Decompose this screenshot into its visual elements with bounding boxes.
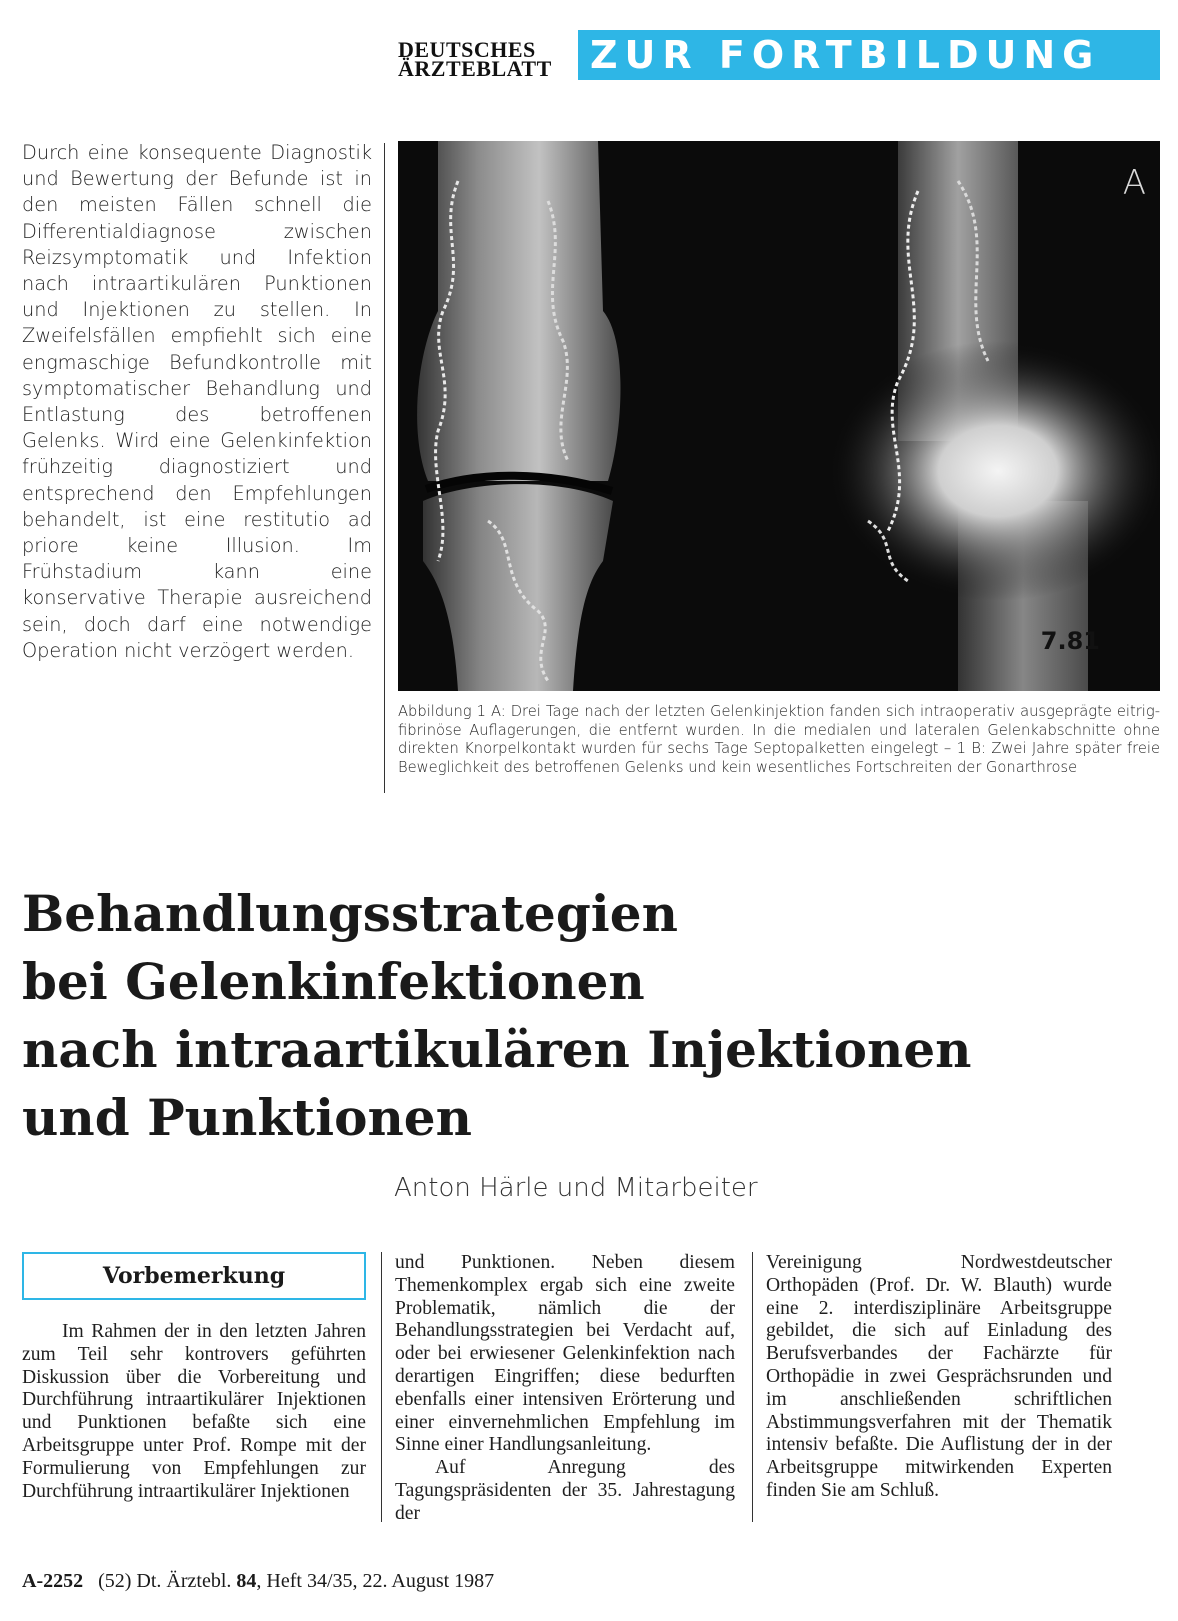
column-divider [381,1252,382,1522]
section-banner: ZUR FORTBILDUNG [578,30,1160,80]
title-line-4: und Punktionen [22,1088,472,1147]
title-line-2: bei Gelenkinfektionen [22,952,645,1011]
xray-knee-image [398,141,1160,691]
body-column-3: Vereinigung Nordwestdeutscher Orthopäden (Prof. Dr. W. Blauth) wurde eine 2. interdisziplinäre Arbeitsgruppe gebildet, die sich auf Einladung des Berufsverbandes der Fachärzte für Orthopädie in zwei Gesprächsrunden und im anschließenden schriftlichen Abstimmungsverfahren mit der Thematik intensiv befaßte. Die Auflistung der in der Arbeitsgruppe mitwirkenden Experten finden Sie am Schluß. [766,1252,1112,1501]
citation-volume: 84 [236,1570,257,1592]
section-heading-box: Vorbemerkung [22,1252,366,1300]
title-line-3: nach intraartikulären Injektionen [22,1020,972,1079]
page-code: A-2252 [22,1570,84,1592]
column-divider [384,143,385,793]
article-title [22,880,1162,1152]
masthead-logo [398,37,566,81]
citation-prefix: (52) Dt. Ärztebl. [98,1570,232,1592]
page-footer [22,1570,722,1593]
intro-paragraph: Durch eine konsequente Diagnostik und Bewertung der Befunde ist in den meisten Fällen schnell die Differentialdiagnose zwischen Reizsymptomatik und Infektion nach intraartikulären Punktionen und Injektionen zu stellen. In Zweifelsfällen empfiehlt sich eine engmaschige Befundkontrolle mit symptomatischer Behandlung und Entlastung des betroffenen Gelenks. Wird eine Gelenkinfektion frühzeitig diagnostiziert und entsprechend den Empfehlungen behandelt, ist eine restitutio ad priore keine Illusion. Im Frühstadium kann eine konservative Therapie ausreichend sein, doch darf eine notwendige Operation nicht verzögert werden. [22,141,372,662]
body-paragraph: Auf Anregung des Tagungspräsidenten der 35. Jahrestagung der [395,1457,735,1524]
title-line-1: Behandlungsstrategien [22,884,678,943]
figure-caption: Abbildung 1 A: Drei Tage nach der letzten Gelenkinjektion fanden sich intraoperativ ausgeprägte eitrig-fibrinöse Auflagerungen, die entfernt wurden. In die medialen und lateralen Gelenkabschnitte ohne direkten Knorpelkontakt wurden für sechs Tage Septopalketten eingelegt – 1 B: Zwei Jahre später freie Beweglichkeit des betroffenen Gelenks und kein wesentliches Fortschreiten der Gonarthrose [398,703,1160,776]
body-paragraph: und Punktionen. Neben diesem Themenkomplex ergab sich eine zweite Problematik, nämlich die der Behandlungsstrategien bei Verdacht auf, oder bei erwiesener Gelenkinfektion nach derartigen Eingriffen; diese bedurften ebenfalls einer intensiven Erörterung und einer einvernehmlichen Empfehlung im Sinne einer Handlungsanleitung. [395,1252,735,1456]
body-column-1: Im Rahmen der in den letzten Jahren zum Teil sehr kontrovers geführten Diskussion über die Vorbereitung und Durchführung intraartikulärer Injektionen und Punktionen befaßte sich eine Arbeitsgruppe unter Prof. Rompe mit der Formulierung von Empfehlungen zur Durchführung intraartikulärer Injektionen [22,1321,366,1502]
body-column-2 [395,1252,735,1526]
xray-figure [398,141,1160,691]
masthead-line2: ÄRZTEBLATT [398,56,552,81]
citation-suffix: , Heft 34/35, 22. August 1987 [256,1570,495,1592]
figure-panel-letter: A [1122,163,1146,203]
masthead-line1: DEUTSCHES [398,37,536,62]
article-author: Anton Härle und Mitarbeiter [394,1173,758,1203]
column-divider [752,1252,753,1522]
figure-image-code: 7.81 [1040,627,1100,655]
